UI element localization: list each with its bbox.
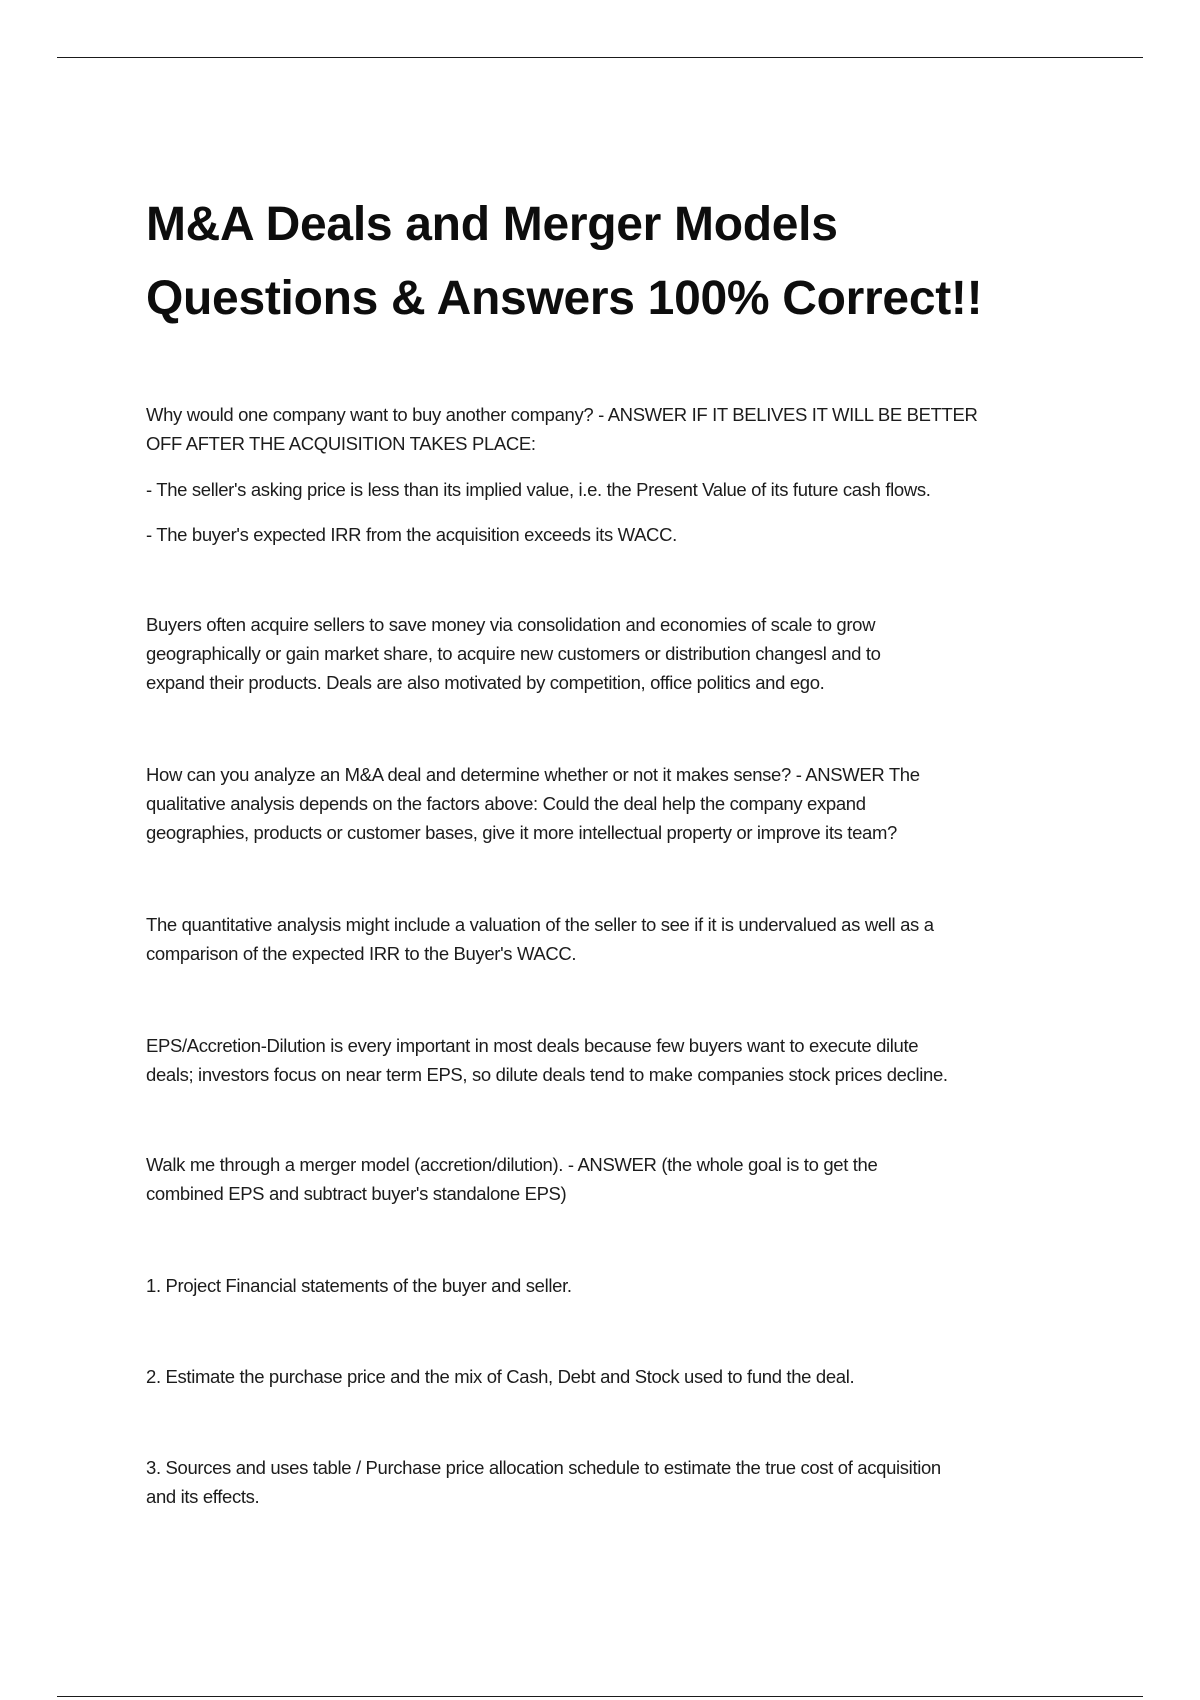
step-2 [146, 1362, 1066, 1391]
paragraph-line: OFF AFTER THE ACQUISITION TAKES PLACE: [146, 433, 536, 454]
step-1 [146, 1271, 1066, 1300]
question-3 [146, 1150, 1066, 1208]
answer-bullet-1 [146, 475, 1066, 504]
paragraph-line: Walk me through a merger model (accretion/dilution). - ANSWER (the whole goal is to get the [146, 1154, 878, 1175]
paragraph-buyers [146, 610, 1066, 697]
bottom-rule [57, 1696, 1143, 1697]
paragraph-line: expand their products. Deals are also motivated by competition, office politics and ego. [146, 672, 825, 693]
paragraph-line: qualitative analysis depends on the factors above: Could the deal help the company expand [146, 793, 866, 814]
title-line-2: Questions & Answers 100% Correct!! [146, 272, 983, 325]
paragraph-line: 3. Sources and uses table / Purchase price allocation schedule to estimate the true cost of acquisition [146, 1457, 941, 1478]
paragraph-line: comparison of the expected IRR to the Buyer's WACC. [146, 943, 577, 964]
title-line-1: M&A Deals and Merger Models [146, 198, 838, 251]
paragraph-quantitative [146, 910, 1066, 968]
step-3 [146, 1453, 1066, 1511]
document-title [146, 188, 1106, 336]
paragraph-line: - The buyer's expected IRR from the acquisition exceeds its WACC. [146, 524, 677, 545]
paragraph-line: combined EPS and subtract buyer's standalone EPS) [146, 1183, 567, 1204]
paragraph-line: and its effects. [146, 1486, 260, 1507]
top-rule [57, 57, 1143, 58]
paragraph-line: - The seller's asking price is less than its implied value, i.e. the Present Value of its future cash flows. [146, 479, 931, 500]
paragraph-line: deals; investors focus on near term EPS, so dilute deals tend to make companies stock prices decline. [146, 1064, 948, 1085]
paragraph-line: geographies, products or customer bases, give it more intellectual property or improve its team? [146, 822, 897, 843]
paragraph-line: geographically or gain market share, to acquire new customers or distribution changesl and to [146, 643, 881, 664]
paragraph-line: Buyers often acquire sellers to save money via consolidation and economies of scale to grow [146, 614, 876, 635]
paragraph-line: 1. Project Financial statements of the buyer and seller. [146, 1275, 572, 1296]
paragraph-line: 2. Estimate the purchase price and the mix of Cash, Debt and Stock used to fund the deal. [146, 1366, 855, 1387]
paragraph-line: How can you analyze an M&A deal and determine whether or not it makes sense? - ANSWER The [146, 764, 920, 785]
paragraph-line: The quantitative analysis might include a valuation of the seller to see if it is undervalued as well as a [146, 914, 934, 935]
paragraph-line: EPS/Accretion-Dilution is every important in most deals because few buyers want to execute dilute [146, 1035, 919, 1056]
paragraph-line: Why would one company want to buy another company? - ANSWER IF IT BELIVES IT WILL BE BETTER [146, 404, 978, 425]
paragraph-eps [146, 1031, 1066, 1089]
answer-bullet-2 [146, 520, 1066, 549]
question-1 [146, 400, 1066, 458]
question-2 [146, 760, 1066, 847]
